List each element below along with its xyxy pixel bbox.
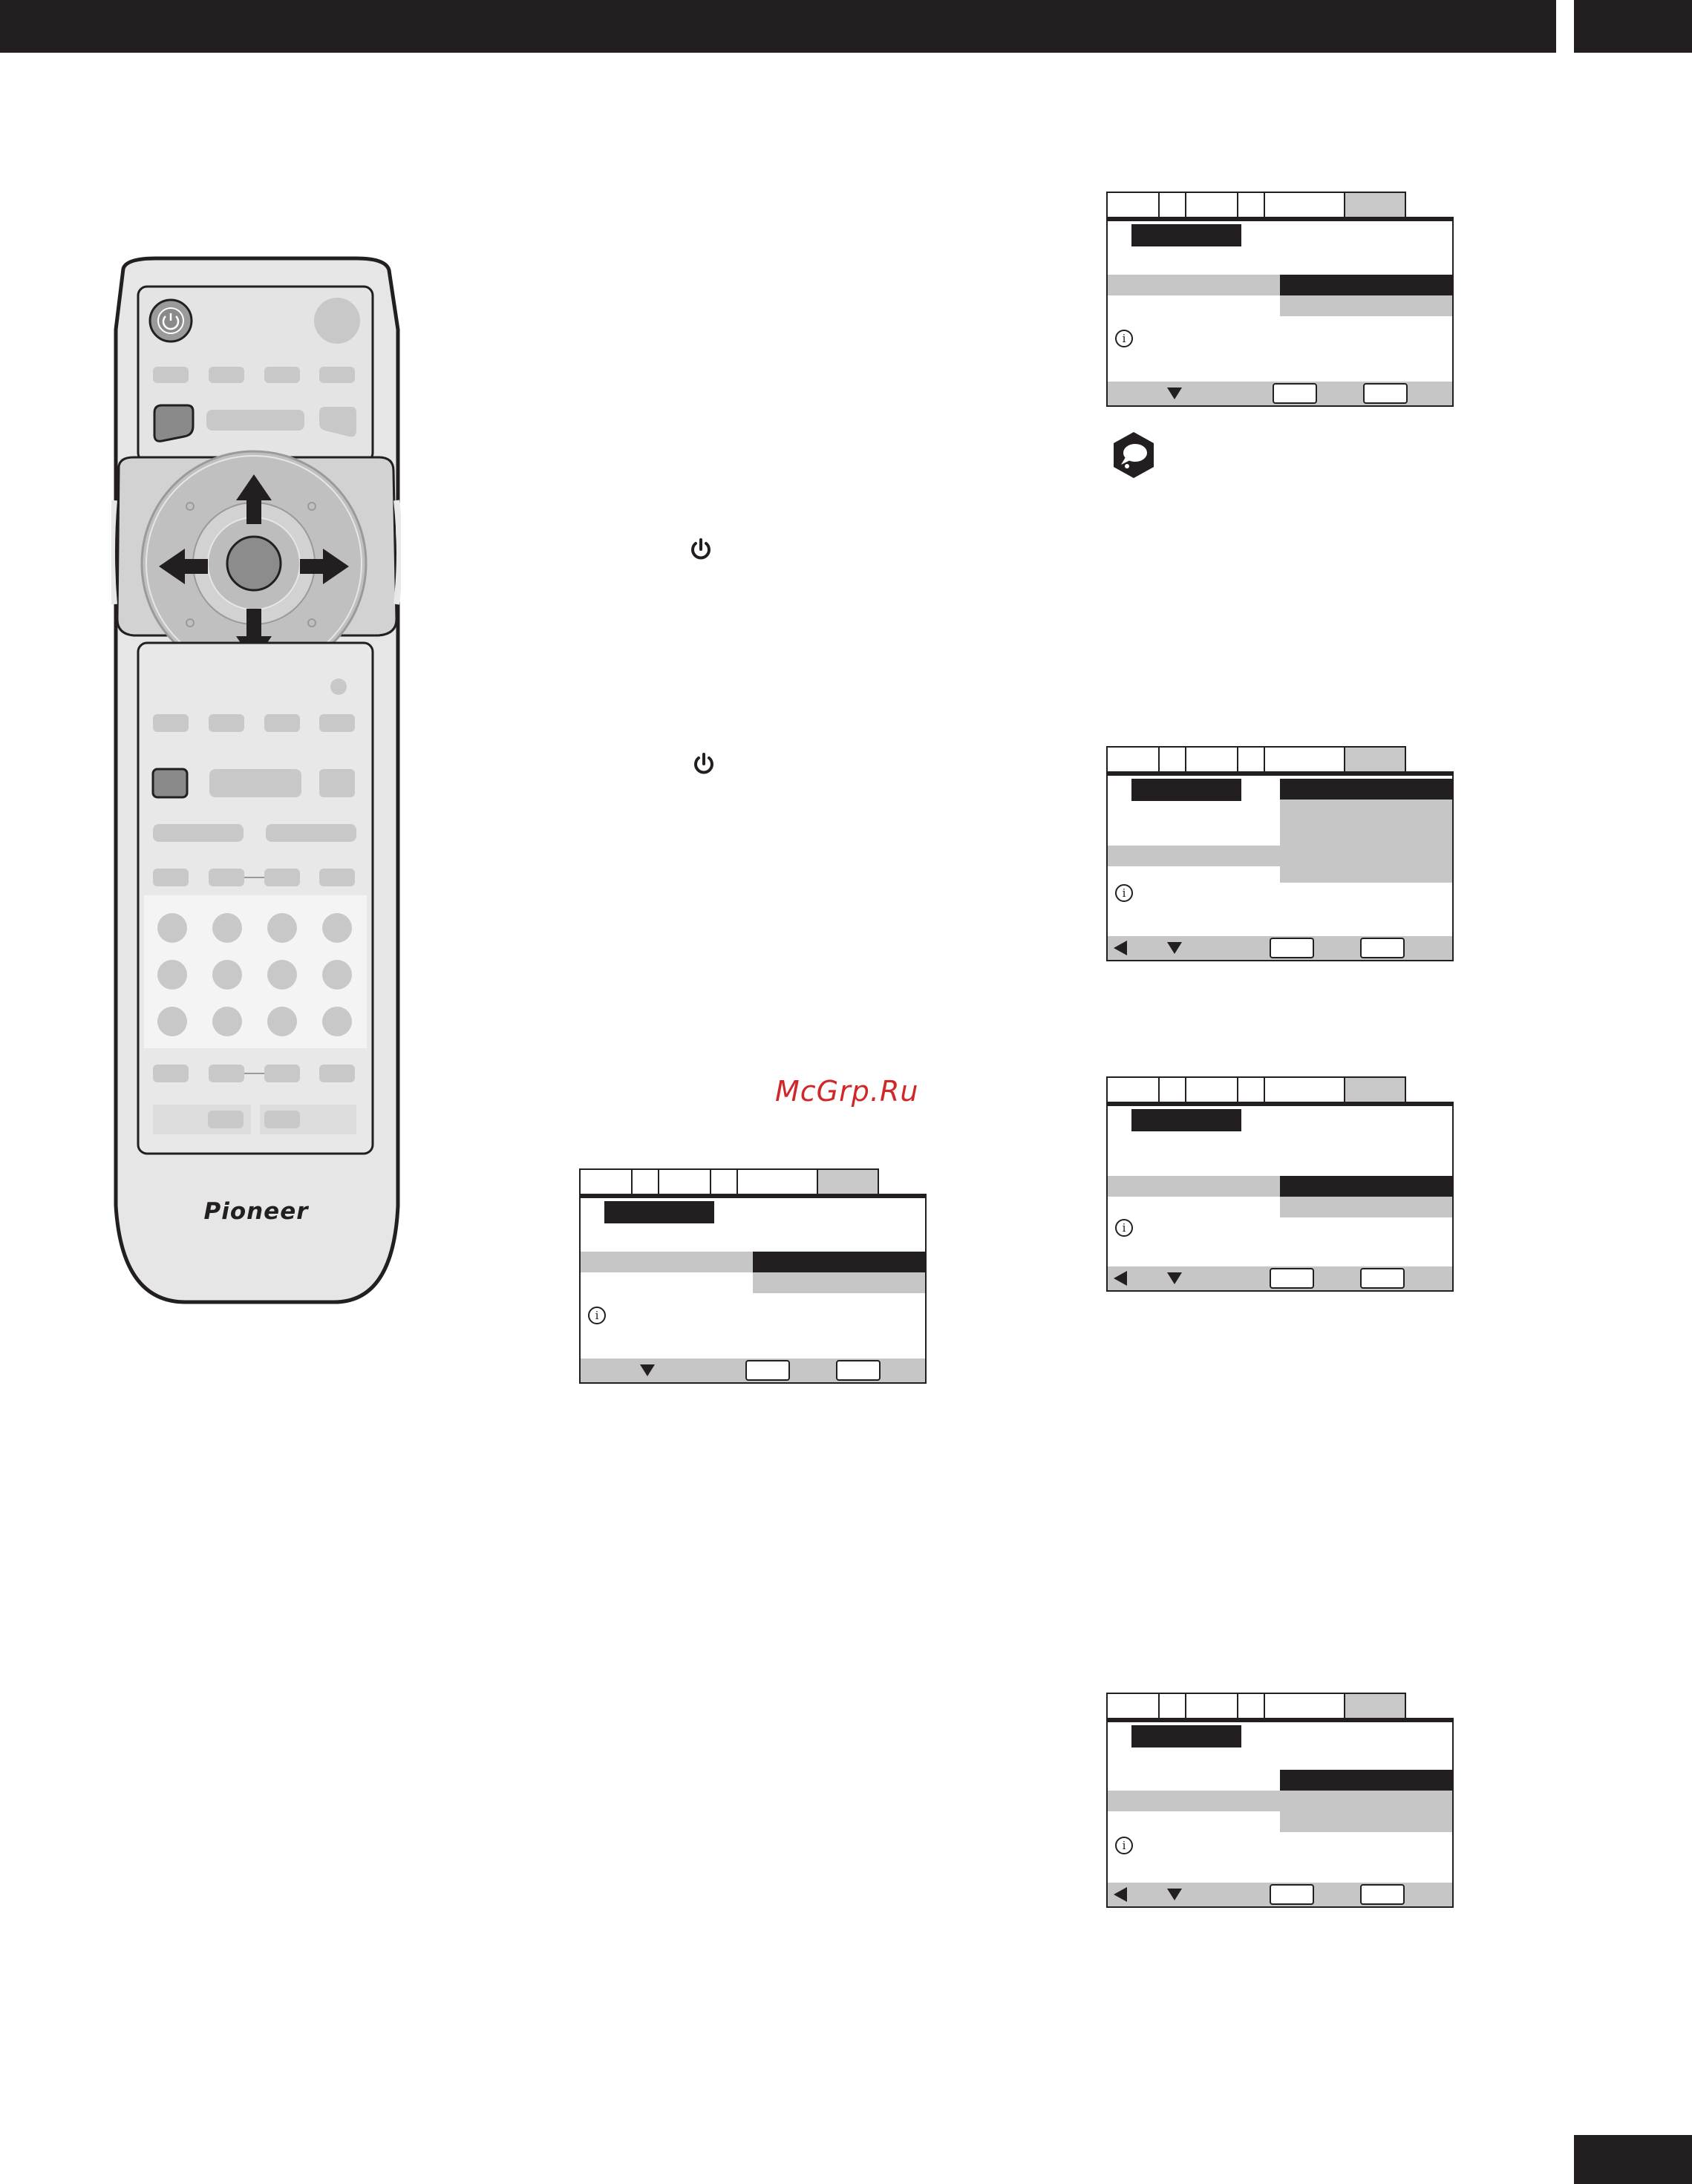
screen-tab <box>710 1168 738 1194</box>
screen-dark-row <box>753 1252 925 1272</box>
page-number-tab <box>1574 2135 1692 2184</box>
screen-tab-active <box>1344 746 1406 771</box>
info-icon: i <box>1115 1837 1133 1854</box>
screen-footer-button <box>745 1360 790 1381</box>
screen-body <box>1106 1718 1454 1908</box>
screen-tab <box>1185 1693 1238 1718</box>
screen-grey-row <box>1280 1197 1452 1217</box>
screen-selection-bar <box>1131 1109 1241 1131</box>
setup-screen-e <box>1106 1693 1454 1908</box>
screen-tab <box>1264 1076 1345 1102</box>
left-arrow-icon <box>1114 1271 1127 1286</box>
screen-dark-row <box>1280 1770 1452 1791</box>
power-icon <box>688 537 713 562</box>
screen-tabs <box>579 1168 927 1195</box>
screen-footer-button <box>1270 938 1314 958</box>
screen-tab <box>1158 746 1186 771</box>
screen-tab <box>1106 1076 1160 1102</box>
screen-tab <box>1264 192 1345 217</box>
screen-tab <box>1237 192 1265 217</box>
screen-tab <box>1106 1693 1160 1718</box>
screen-tab <box>579 1168 633 1194</box>
info-icon: i <box>588 1307 606 1324</box>
screen-tab <box>1158 1076 1186 1102</box>
screen-tab-active <box>1344 1076 1406 1102</box>
down-arrow-icon <box>640 1364 655 1376</box>
screen-tab <box>1264 746 1345 771</box>
down-arrow-icon <box>1167 942 1182 954</box>
screen-tabs <box>1106 746 1454 773</box>
screen-tab-active <box>817 1168 879 1194</box>
screen-tab-active <box>1344 192 1406 217</box>
screen-grey-list <box>1280 1791 1452 1832</box>
screen-tab <box>1237 1076 1265 1102</box>
screen-tab <box>1237 1693 1265 1718</box>
screen-body <box>1106 771 1454 961</box>
screen-grey-row <box>1108 1791 1280 1811</box>
screen-grey-row <box>581 1252 753 1272</box>
screen-body <box>579 1194 927 1384</box>
screen-footer <box>1108 1266 1452 1290</box>
screen-selection-bar <box>1131 1725 1241 1747</box>
info-icon: i <box>1115 884 1133 902</box>
power-icon <box>691 751 716 777</box>
screen-grey-list <box>1280 800 1452 883</box>
screen-tab <box>1158 1693 1186 1718</box>
screen-footer <box>1108 936 1452 960</box>
setup-screen-c <box>1106 746 1454 961</box>
screen-footer <box>1108 1883 1452 1906</box>
screen-tab <box>736 1168 818 1194</box>
header-bar <box>0 0 1556 53</box>
left-arrow-icon <box>1114 1887 1127 1902</box>
screen-grey-row <box>1108 1176 1280 1197</box>
screen-tab <box>1106 192 1160 217</box>
screen-tabs <box>1106 1076 1454 1103</box>
screen-selection-bar <box>1131 224 1241 246</box>
screen-body <box>1106 1102 1454 1292</box>
screen-footer-button <box>1360 938 1405 958</box>
screen-grey-row <box>1108 275 1280 295</box>
watermark-text: McGrp.Ru <box>775 1075 919 1108</box>
left-arrow-icon <box>1114 941 1127 955</box>
screen-tab <box>1185 192 1238 217</box>
screen-tab <box>1158 192 1186 217</box>
screen-tabs <box>1106 192 1454 218</box>
screen-grey-row <box>1280 295 1452 316</box>
screen-footer-button <box>1360 1268 1405 1289</box>
screen-dark-row <box>1280 275 1452 295</box>
screen-tab <box>631 1168 659 1194</box>
hint-bubble-icon <box>1109 431 1158 480</box>
screen-tab <box>1106 746 1160 771</box>
info-icon: i <box>1115 1219 1133 1237</box>
screen-footer <box>1108 382 1452 405</box>
screen-footer-button <box>1270 1268 1314 1289</box>
setup-screen-a <box>1106 192 1454 407</box>
screen-footer-button <box>836 1360 881 1381</box>
screen-footer-button <box>1360 1884 1405 1905</box>
remote-brand-logo: Pioneer <box>203 1198 309 1225</box>
remote-control-illustration <box>111 255 401 1308</box>
screen-tab <box>1237 746 1265 771</box>
screen-grey-row <box>753 1272 925 1293</box>
screen-tabs <box>1106 1693 1454 1719</box>
remote-control-drawing <box>111 255 401 1308</box>
header-page-tab <box>1574 0 1692 53</box>
screen-tab <box>1185 1076 1238 1102</box>
down-arrow-icon <box>1167 388 1182 399</box>
screen-body <box>1106 217 1454 407</box>
down-arrow-icon <box>1167 1272 1182 1284</box>
screen-dark-row <box>1280 779 1452 800</box>
setup-screen-b <box>579 1168 927 1384</box>
down-arrow-icon <box>1167 1889 1182 1900</box>
screen-tab <box>658 1168 711 1194</box>
screen-footer-button <box>1273 383 1317 404</box>
info-icon: i <box>1115 330 1133 347</box>
screen-tab <box>1264 1693 1345 1718</box>
screen-footer <box>581 1359 925 1382</box>
screen-tab <box>1185 746 1238 771</box>
setup-screen-d <box>1106 1076 1454 1292</box>
screen-selection-bar <box>604 1201 714 1223</box>
screen-dark-row <box>1280 1176 1452 1197</box>
screen-tab-active <box>1344 1693 1406 1718</box>
screen-footer-button <box>1363 383 1408 404</box>
screen-selection-bar <box>1131 779 1241 801</box>
screen-grey-row <box>1108 846 1280 866</box>
screen-footer-button <box>1270 1884 1314 1905</box>
